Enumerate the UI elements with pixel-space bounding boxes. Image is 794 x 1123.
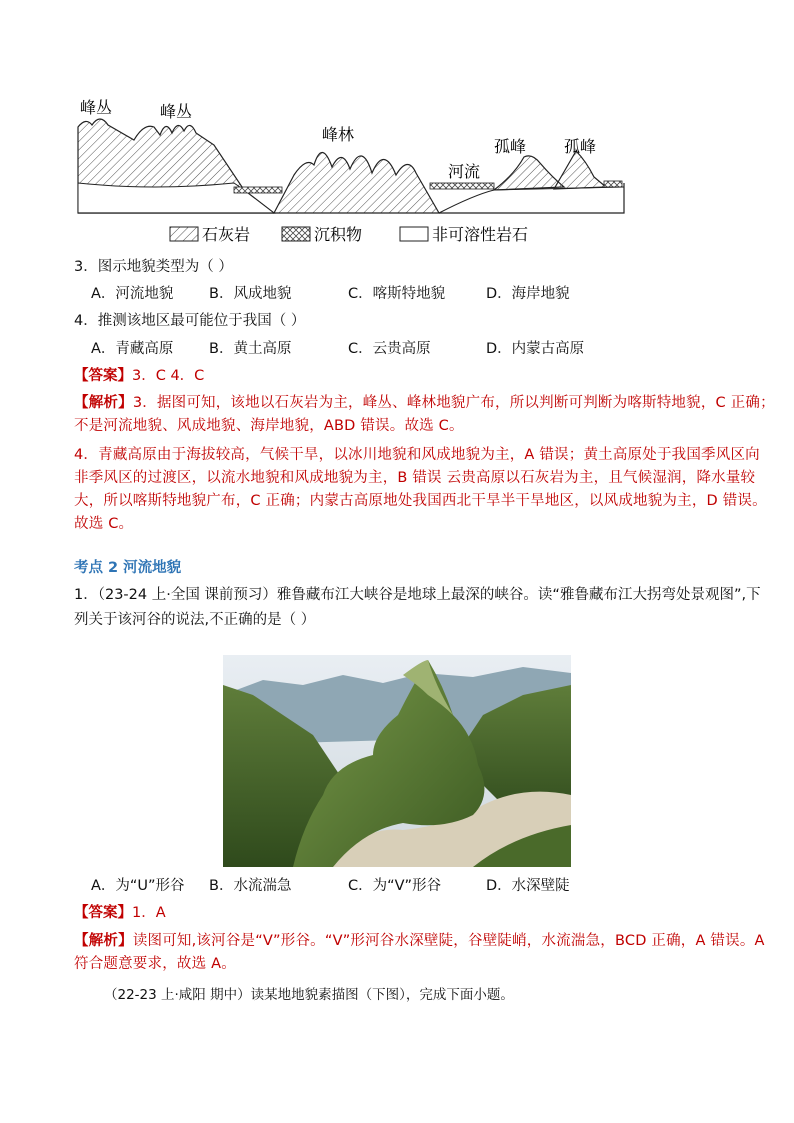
analysis-line-6: 故选 C。: [74, 516, 134, 532]
analysis-line-3: 4．青藏高原由于海拔较高，气候干旱，以冰川地貌和风成地貌为主，A 错误；黄土高原处于我国季风区向: [74, 447, 760, 463]
analysis-line-4: 非季风区的过渡区，以流水地貌和风成地貌为主，B 错误 云贵高原以石灰岩为主，且气候湿润，降水量较: [74, 470, 756, 486]
q1-option-c: C．为“V”形谷: [348, 878, 442, 894]
label-fenglin: 峰林: [322, 125, 355, 144]
legend-sediment: 沉积物: [314, 225, 363, 244]
karst-diagram: [74, 95, 634, 250]
legend-limestone: 石灰岩: [202, 225, 251, 244]
q3-option-b: B．风成地貌: [209, 286, 292, 302]
analysis2-line-2: 符合题意要求，故选 A。: [74, 956, 236, 972]
question-4: 4．推测该地区最可能位于我国（ ）: [74, 313, 306, 329]
q4-option-a: A．青藏高原: [91, 341, 174, 357]
q3-option-a: A．河流地貌: [91, 286, 174, 302]
legend-swatch-sediment: [282, 227, 310, 241]
answer-block-1: [74, 366, 204, 386]
q3-option-d: D．海岸地貌: [486, 286, 570, 302]
legend-swatch-limestone: [170, 227, 198, 241]
q1-option-d: D．水深壁陡: [486, 878, 570, 894]
next-group-intro: （22-23 上·咸阳 期中）读某地地貌素描图（下图），完成下面小题。: [104, 987, 514, 1003]
legend-nonsoluble: 非可溶性岩石: [432, 225, 529, 244]
analysis-line-5: 大，所以喀斯特地貌广布，C 正确；内蒙古高原地处我国西北干旱半干旱地区，以风成地貌为主，D 错误。: [74, 493, 767, 509]
q4-option-b: B．黄土高原: [209, 341, 292, 357]
analysis-line-1: 3．据图可知，该地以石灰岩为主，峰丛、峰林地貌广布，所以判断可判断为喀斯特地貌，C 正确；: [132, 395, 775, 411]
label-gufeng-1: 孤峰: [494, 137, 527, 156]
label-fengcong-2: 峰丛: [160, 102, 193, 121]
analysis-tag: 【解析】: [74, 395, 133, 411]
q4-option-d: D．内蒙古高原: [486, 341, 585, 357]
label-heliu: 河流: [448, 162, 481, 181]
analysis-block-1: [74, 392, 775, 536]
label-fengcong-1: 峰丛: [80, 98, 113, 117]
answer-tag: 【答案】: [74, 368, 132, 384]
legend-swatch-nonsoluble: [400, 227, 428, 241]
analysis-tag-2: 【解析】: [74, 933, 133, 949]
q4-option-c: C．云贵高原: [348, 341, 431, 357]
answer-block-2: [74, 903, 166, 923]
analysis-block-2: [74, 930, 765, 976]
analysis-line-2: 不是河流地貌、风成地貌、海岸地貌，ABD 错误。故选 C。: [74, 418, 464, 434]
q1-option-b: B．水流湍急: [209, 878, 292, 894]
label-gufeng-2: 孤峰: [564, 137, 597, 156]
question-3: 3．图示地貌类型为（ ）: [74, 259, 233, 275]
question-1-line-2: 列关于该河谷的说法,不正确的是（ ）: [74, 612, 316, 628]
section-title: 考点 2 河流地貌: [74, 560, 182, 576]
question-1-line-1: 1．（23-24 上·全国 课前预习）雅鲁藏布江大峡谷是地球上最深的峡谷。读“雅鲁藏布江大拐弯处景观图”,下: [74, 587, 761, 603]
answer-tag-2: 【答案】: [74, 905, 132, 921]
analysis2-line-1: 读图可知,该河谷是“V”形谷。“V”形河谷水深壁陡，谷壁陡峭，水流湍急，BCD 正确，A 错误。A: [132, 933, 765, 949]
canyon-photo: [223, 655, 571, 867]
q3-option-c: C．喀斯特地貌: [348, 286, 446, 302]
answer-text: 3．C 4．C: [132, 368, 205, 384]
q1-option-a: A．为“U”形谷: [91, 878, 185, 894]
answer-text-2: 1．A: [132, 905, 166, 921]
